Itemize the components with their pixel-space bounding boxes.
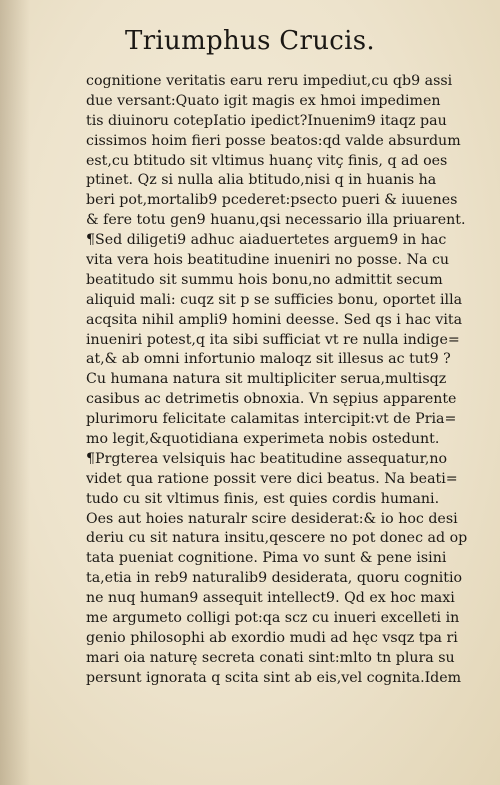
text-line: & fere totu gen9 huanu,qsi necessario illa priuarent.: [86, 212, 466, 229]
gutter-shadow: [0, 0, 30, 785]
text-line: cognitione veritatis earu reru impediut,cu qb9 assi: [86, 73, 453, 89]
text-line: me argumeto colligi pot:qa scz cu inueri excelleti in: [86, 610, 460, 627]
text-line: tudo cu sit vltimus finis, est quies cordis humani.: [86, 490, 440, 507]
running-title: Triumphus Crucis.: [125, 26, 375, 56]
text-block: [86, 72, 486, 689]
text-line: persunt ignorata q scita sint ab eis,vel cognita.Idem: [86, 669, 462, 686]
text-line: tis diuinoru cotepIatio ipedict?Inuenim9 itaqz pau: [86, 112, 447, 129]
text-line: tata pueniat cognitione. Pima vo sunt & pene isini: [86, 550, 447, 567]
text-line: vita vera hois beatitudine inueniri no posse. Na cu: [86, 252, 450, 269]
text-line: Oes aut hoies naturalr scire desiderat:& io hoc desi: [86, 510, 458, 527]
text-line: ta,etia in reb9 naturalib9 desiderata, quoru cognitio: [86, 570, 463, 587]
text-line: casibus ac detrimetis obnoxia. Vn sępius apparente: [86, 391, 457, 408]
text-line: videt qua ratione possit vere dici beatus. Na beati=: [86, 470, 458, 487]
text-line: due versant:Quato igit magis ex hmoi impedimen: [86, 92, 441, 109]
text-line: Cu humana natura sit multipliciter serua,multisqz: [86, 371, 447, 388]
text-line: ptinet. Qz si nulla alia btitudo,nisi q in huanis ha: [86, 172, 437, 189]
text-line: ¶Sed diligeti9 adhuc aiaduertetes arguem9 in hac: [86, 232, 447, 249]
text-line: est,cu btitudo sit vltimus huanç vitç finis, q ad oes: [86, 152, 448, 169]
text-line: mo legit,&quotidiana experimeta nobis ostedunt.: [86, 431, 440, 448]
text-line: acqsita nihil ampli9 homini deesse. Sed qs i hac vita: [86, 311, 463, 328]
text-line: at,& ab omni infortunio maloqz sit illesus ac tut9 ?: [86, 351, 451, 368]
text-line: genio philosophi ab exordio mudi ad hęc vsqz tpa ri: [86, 629, 458, 646]
text-line: cissimos hoim fieri posse beatos:qd valde absurdum: [86, 132, 461, 149]
text-line: beatitudo sit summu hois bonu,no admittit secum: [86, 271, 443, 288]
text-line: beri pot,mortalib9 pcederet:psecto pueri & iuuenes: [86, 192, 458, 209]
text-line: mari oia naturę secreta conati sint:mlto tn plura su: [86, 649, 455, 666]
text-line: plurimoru felicitate calamitas intercipit:vt de Pria=: [86, 411, 457, 428]
text-line: ¶Prgterea velsiquis hac beatitudine assequatur,no: [86, 450, 448, 467]
text-line: ne nuq human9 assequit intellect9. Qd ex hoc maxi: [86, 590, 455, 607]
text-line: inueniri potest,q ita sibi sufficiat vt re nulla indige=: [86, 331, 460, 348]
text-line: deriu cu sit natura insitu,qescere no pot donec ad op: [86, 530, 468, 547]
text-line: aliquid mali: cuqz sit p se sufficies bonu, oportet illa: [86, 291, 463, 308]
